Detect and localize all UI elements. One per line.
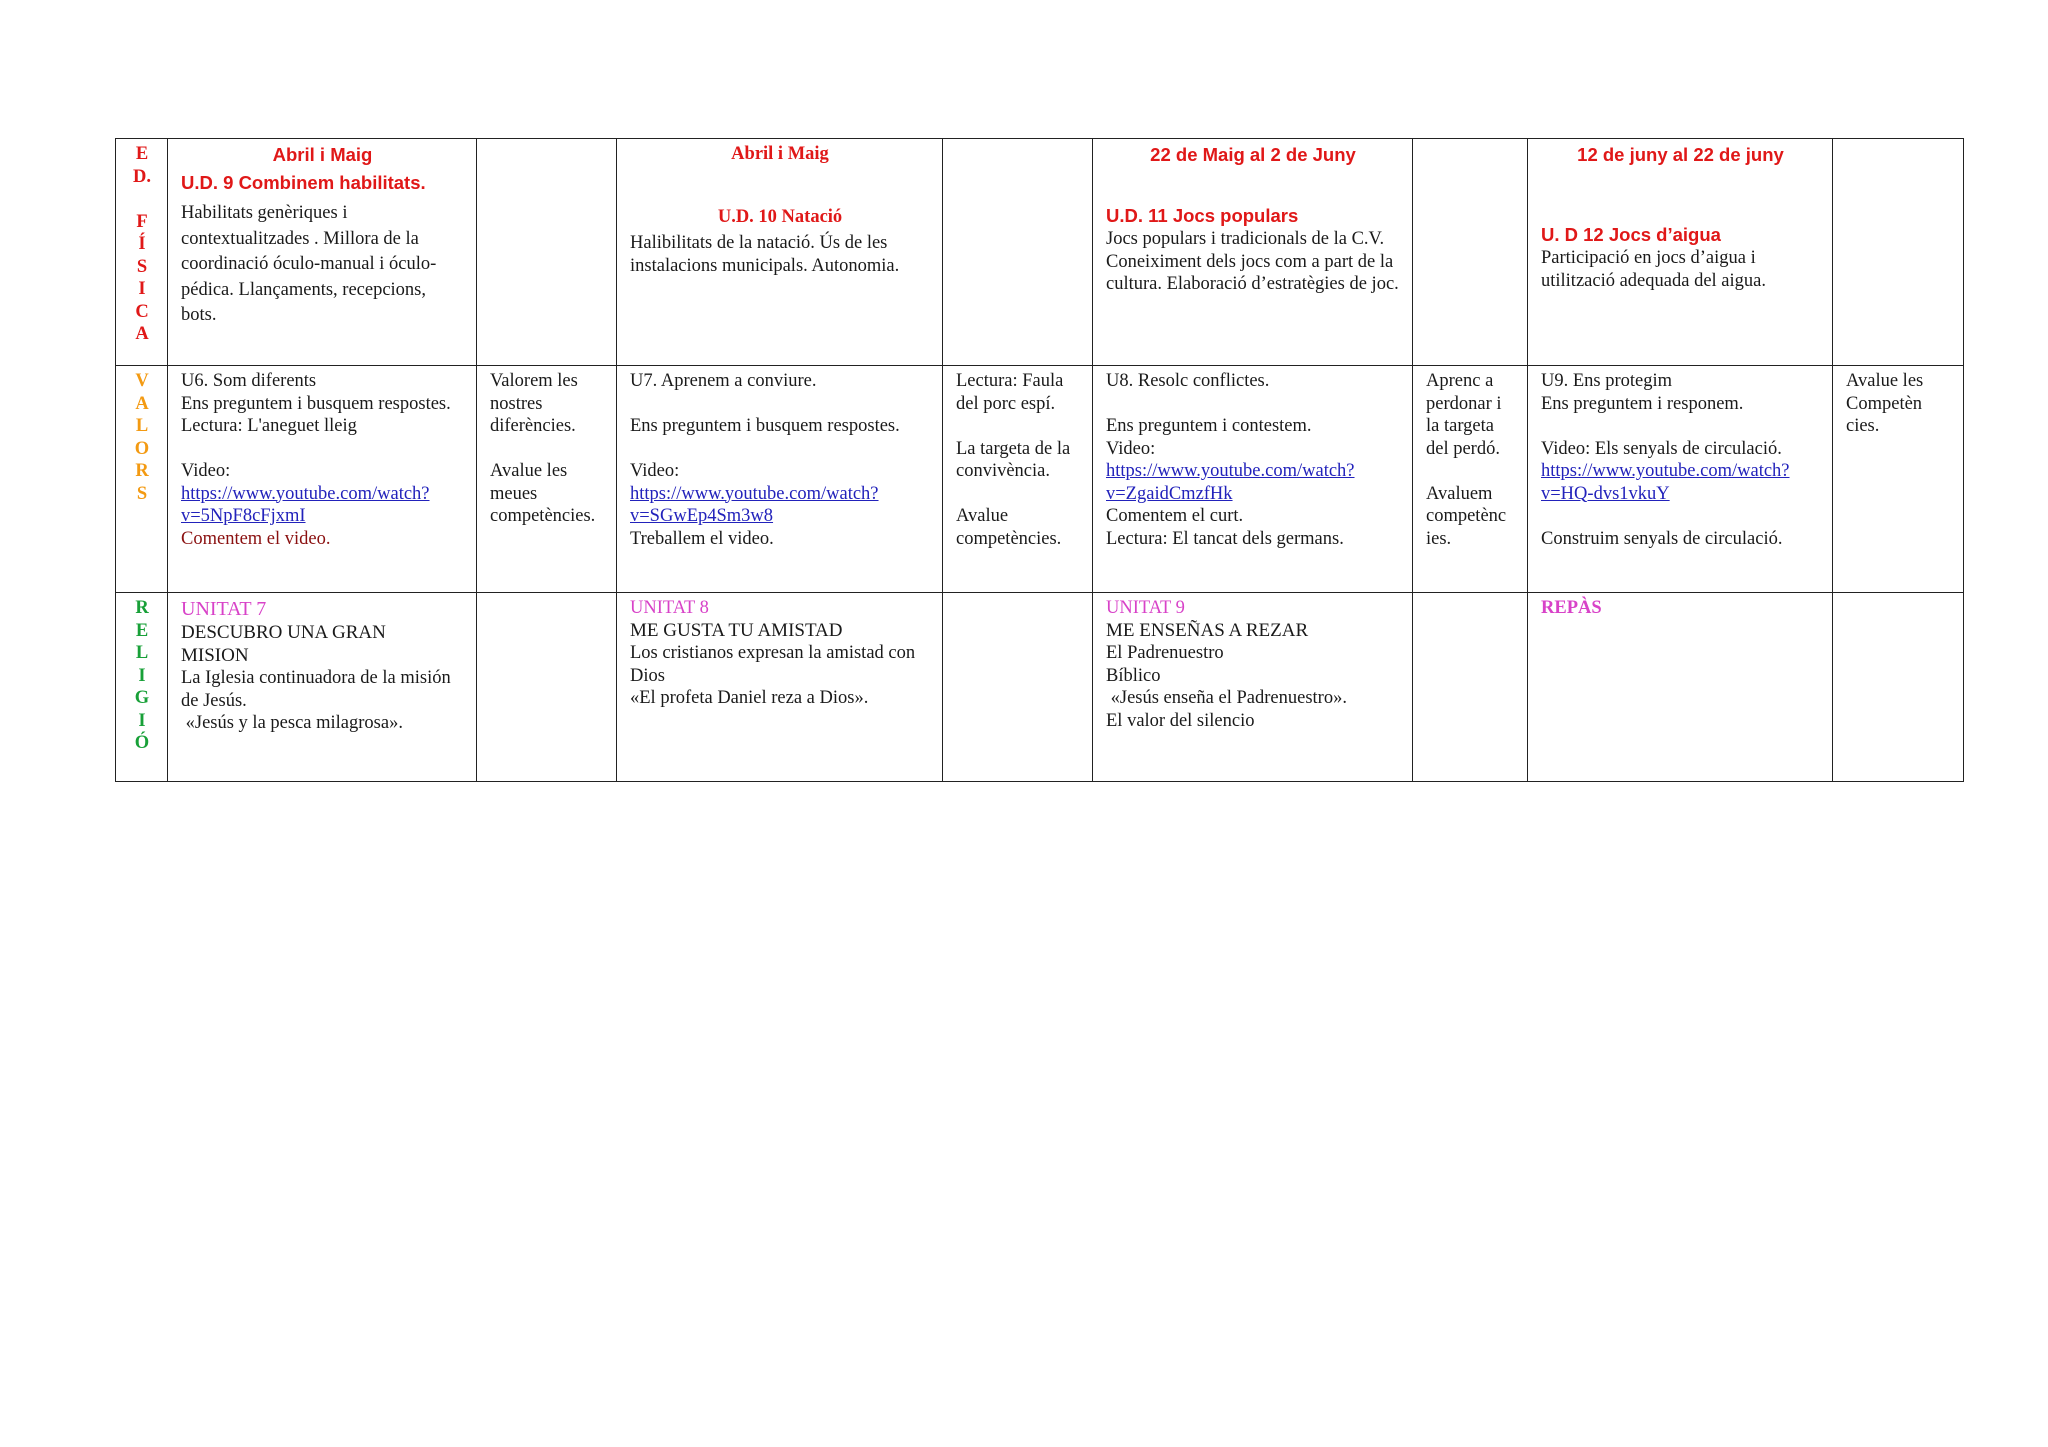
row-valors bbox=[116, 366, 1964, 593]
valors-cell-u9 bbox=[1528, 366, 1833, 593]
unit-description: Habilitats genèriques i contextualitzades . Millora de la coordinació óculo-manual i óculo-pédica. Llançaments, recepcions, bots. bbox=[181, 203, 437, 325]
unit-heading: ME GUSTA TU AMISTAD bbox=[630, 619, 843, 641]
text-line: Construim senyals de circulació. bbox=[1541, 528, 1783, 549]
unit-title: U.D. 11 Jocs populars bbox=[1106, 205, 1299, 226]
text-line: El Padrenuestro bbox=[1106, 643, 1224, 663]
period-title: Abril i Maig bbox=[731, 144, 829, 164]
empty-cell bbox=[477, 139, 617, 366]
unit-title: U6. Som diferents bbox=[181, 371, 317, 391]
side-label-religio: R E L I G I Ó bbox=[116, 593, 168, 782]
comment-line: Comentem el video. bbox=[181, 528, 331, 549]
reading-line: Lectura: El tancat dels germans. bbox=[1106, 528, 1344, 549]
side-label-valors: V A L O R S bbox=[116, 366, 168, 593]
text-line: Ens preguntem i busquem respostes. bbox=[181, 393, 451, 414]
valors-cell-u8 bbox=[1093, 366, 1413, 593]
unit-title: U7. Aprenem a conviure. bbox=[630, 371, 817, 391]
text-line: Ens preguntem i busquem respostes. bbox=[630, 416, 900, 436]
text-line: Comentem el curt. bbox=[1106, 506, 1244, 526]
text-line: Video: Els senyals de circulació. bbox=[1541, 438, 1782, 459]
text-line: Ens preguntem i contestem. bbox=[1106, 416, 1312, 436]
ef-cell-ud12 bbox=[1528, 139, 1833, 366]
text-line: Treballem el video. bbox=[630, 528, 774, 549]
unit-description: Jocs populars i tradicionals de la C.V. Coneiximent dels jocs com a part de la cultura. Elaboració d’estratègies de joc. bbox=[1106, 229, 1399, 294]
period-title: 12 de juny al 22 de juny bbox=[1577, 144, 1784, 165]
video-label: Video: bbox=[181, 461, 231, 481]
valors-cell-u7 bbox=[617, 366, 943, 593]
unit-title: UNITAT 9 bbox=[1106, 598, 1185, 618]
text-line: Valorem les nostres diferències. bbox=[490, 371, 578, 436]
unit-heading: ME ENSEÑAS A REZAR bbox=[1106, 619, 1309, 641]
text-line: «Jesús enseña el Padrenuestro». bbox=[1106, 688, 1347, 708]
text-line: Avalue les Competèn cies. bbox=[1846, 371, 1924, 436]
empty-cell bbox=[1413, 593, 1528, 782]
unit-title: U.D. 10 Natació bbox=[717, 206, 843, 227]
valors-cell-assessment-2 bbox=[1833, 366, 1964, 593]
text-line: Ens preguntem i responem. bbox=[1541, 393, 1744, 414]
religio-cell-repas bbox=[1528, 593, 1833, 782]
unit-title: U8. Resolc conflictes. bbox=[1106, 371, 1270, 391]
valors-cell-assessment-1 bbox=[477, 366, 617, 593]
unit-title: REPÀS bbox=[1541, 598, 1602, 618]
text-line: «El profeta Daniel reza a Dios». bbox=[630, 688, 869, 708]
empty-cell bbox=[477, 593, 617, 782]
video-link[interactable]: https://www.youtube.com/watch? v=HQ-dvs1vkuY bbox=[1541, 461, 1790, 504]
text-line: Avalue competències. bbox=[956, 506, 1062, 549]
text-line: Aprenc a perdonar i la targeta del perdó. bbox=[1426, 371, 1502, 459]
ef-cell-ud9 bbox=[168, 139, 477, 366]
text-line: Los cristianos expresan la amistad con Dios bbox=[630, 643, 916, 686]
empty-cell bbox=[943, 593, 1093, 782]
text-line: Avaluem competènc ies. bbox=[1426, 483, 1507, 549]
video-link[interactable]: https://www.youtube.com/watch? v=SGwEp4Sm3w8 bbox=[630, 483, 879, 526]
religio-cell-unitat7 bbox=[168, 593, 477, 782]
valors-cell-u6 bbox=[168, 366, 477, 593]
unit-heading: MISION bbox=[181, 645, 249, 666]
empty-cell bbox=[943, 139, 1093, 366]
text-line: Lectura: Faula del porc espí. bbox=[956, 371, 1064, 414]
ef-cell-ud11 bbox=[1093, 139, 1413, 366]
unit-heading: DESCUBRO UNA GRAN bbox=[181, 622, 386, 643]
unit-title: U.D. 9 Combinem habilitats. bbox=[181, 172, 426, 193]
planning-table bbox=[115, 138, 1964, 782]
text-line: La targeta de la convivència. bbox=[956, 438, 1071, 481]
unit-title: UNITAT 8 bbox=[630, 598, 709, 618]
empty-cell bbox=[1833, 593, 1964, 782]
video-label: Video: bbox=[630, 461, 680, 481]
unit-title: U9. Ens protegim bbox=[1541, 371, 1673, 391]
reading-line: Lectura: L'aneguet lleig bbox=[181, 416, 357, 436]
text-line: Avalue les meues competències. bbox=[490, 461, 596, 526]
row-educacio-fisica bbox=[116, 139, 1964, 366]
ef-cell-ud10 bbox=[617, 139, 943, 366]
period-title: Abril i Maig bbox=[272, 144, 373, 165]
text-line: Bíblico bbox=[1106, 665, 1161, 686]
side-label-ed-fisica: E D. F Í S I C A bbox=[116, 139, 168, 366]
empty-cell bbox=[1833, 139, 1964, 366]
text-line: El valor del silencio bbox=[1106, 710, 1255, 731]
valors-cell-reading bbox=[943, 366, 1093, 593]
valors-cell-forgiveness bbox=[1413, 366, 1528, 593]
religio-cell-unitat8 bbox=[617, 593, 943, 782]
unit-description: Participació en jocs d’aigua i utilització adequada del aigua. bbox=[1541, 248, 1766, 291]
unit-title: UNITAT 7 bbox=[181, 598, 267, 620]
period-title: 22 de Maig al 2 de Juny bbox=[1150, 144, 1356, 165]
video-link[interactable]: https://www.youtube.com/watch? v=5NpF8cFjxmI bbox=[181, 483, 430, 526]
video-link[interactable]: https://www.youtube.com/watch? v=ZgaidCmzfHk bbox=[1106, 461, 1355, 504]
text-line: La Iglesia continuadora de la misión de Jesús. bbox=[181, 668, 451, 711]
video-label: Video: bbox=[1106, 438, 1156, 459]
religio-cell-unitat9 bbox=[1093, 593, 1413, 782]
text-line: «Jesús y la pesca milagrosa». bbox=[181, 713, 403, 733]
unit-title: U. D 12 Jocs d’aigua bbox=[1541, 224, 1721, 245]
empty-cell bbox=[1413, 139, 1528, 366]
unit-description: Halibilitats de la natació. Ús de les instalacions municipals. Autonomia. bbox=[630, 233, 900, 276]
row-religio bbox=[116, 593, 1964, 782]
